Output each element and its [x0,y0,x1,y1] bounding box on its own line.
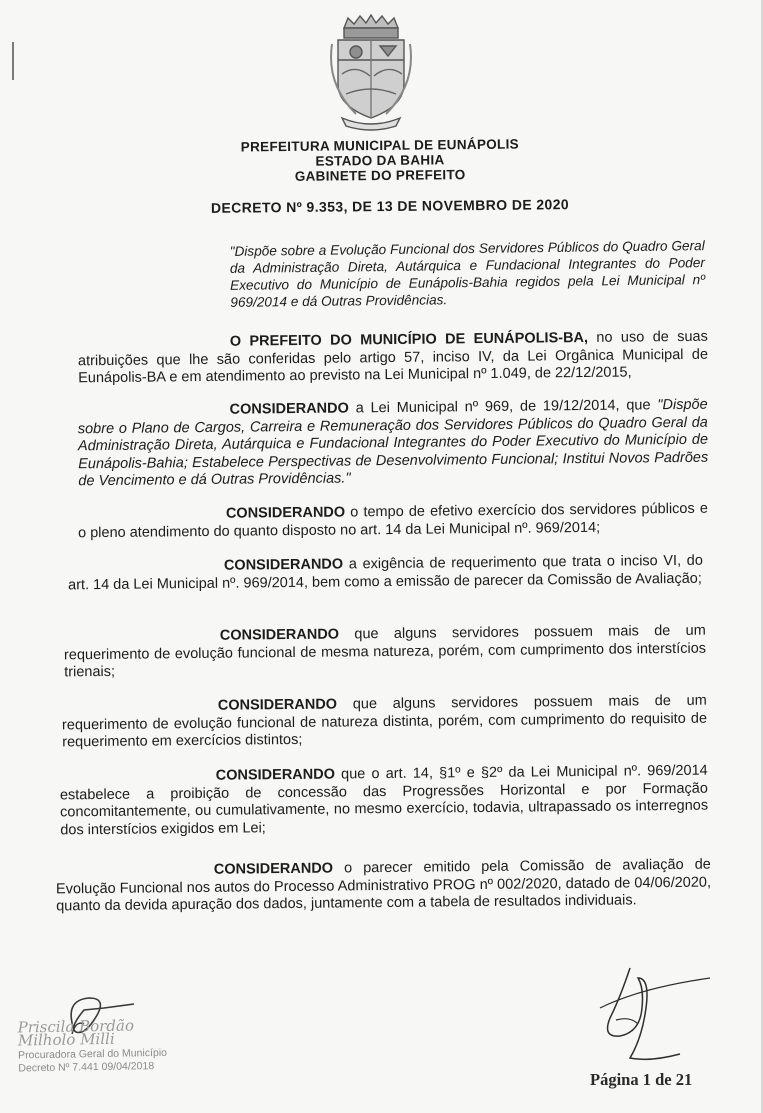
page-prefix: Página [590,1070,639,1089]
considerando-keyword: CONSIDERANDO [225,504,346,522]
considerando-2 [78,501,708,543]
considerando-2-text: o tempo de efetivo exercício dos servidores públicos e o pleno atendimento do quanto disposto no art. 14 da Lei Municipal nº. 969/2014; [78,500,708,541]
considerando-3 [68,553,703,595]
considerando-4 [64,623,707,682]
considerando-keyword: CONSIDERANDO [217,696,338,714]
preamble-paragraph [78,329,709,388]
decree-summary: "Dispõe sobre a Evolução Funcional dos Servidores Públicos do Quadro Geral da Administração Direta, Autárquica e Fundacional Integrantes do Poder Executivo do Município de Eunápolis-Bahia regidos pela Lei Municipal nº 969/2014 e dá Outras Providências. [229,238,706,310]
considerando-1 [78,397,709,491]
page-sep: de [655,1070,672,1089]
attorney-stamp [17,1016,189,1076]
header-municipality: PREFEITURA MUNICIPAL DE EUNÁPOLIS [240,136,519,155]
header-block [200,136,560,185]
considerando-keyword: CONSIDERANDO [219,626,340,644]
preamble-text: no uso de suas atribuições que lhe são conferidas pelo artigo 57, inciso IV, da Lei Orgânica Municipal de Eunápolis-BA e em atendimento ao previsto na Lei Municipal nº 1.049, de 22/12/2015, [77,328,709,387]
margin-mark [12,42,14,80]
considerando-5-text: que alguns servidores possuem mais de um requerimento de evolução funcional de natureza distinta, porém, com cumprimento do requisito de requerimento em exercícios distintos; [61,692,708,751]
decree-title: DECRETO Nº 9.353, DE 13 DE NOVEMBRO DE 2020 [210,196,570,216]
considerando-1-text: a Lei Municipal nº 969, de 19/12/2014, que [348,397,658,417]
preamble-lead: O PREFEITO DO MUNICÍPIO DE EUNÁPOLIS-BA, [229,329,589,350]
signature-right-icon [580,958,720,1068]
considerando-7-text: o parecer emitido pela Comissão de avaliação de Evolução Funcional nos autos do Processo Administrativo PROG nº 002/2020, datado de 04/06/2020, quanto da devida apuração dos dados, juntamente com a tabela de resultados individuais. [55,856,712,915]
stamp-name: Priscila Bordão Milholo Milli [17,1016,135,1050]
considerando-keyword: CONSIDERANDO [229,400,349,418]
considerando-1-quote: "Dispõe sobre o Plano de Cargos, Carreira e Remuneração dos Servidores Públicos do Quadro Geral da Administração Direta, Autárquica e Fundacional Integrantes do Poder Executivo do Município de Eunápolis-Bahia; Estabelece Perspectivas de Desenvolvimento Funcional; Institui Novos Padrões de Vencimento e dá Outras Providências." [77,396,709,490]
considerando-4-text: que alguns servidores possuem mais de um requerimento de evolução funcional de mesma natureza, porém, com cumprimento dos interstícios trienais; [63,622,707,681]
page-total: 21 [675,1070,693,1089]
considerando-6 [60,763,709,840]
header-office: GABINETE DO PREFEITO [294,167,466,184]
considerando-7 [56,857,712,916]
page-number [590,1070,692,1090]
considerando-keyword: CONSIDERANDO [215,766,336,784]
considerando-keyword: CONSIDERANDO [223,556,344,574]
stamp-decree: Decreto Nº 7.441 09/04/2018 [18,1060,155,1075]
header-state: ESTADO DA BAHIA [315,152,445,169]
considerando-5 [62,693,708,752]
stamp-role: Procuradora Geral do Município [18,1046,168,1062]
page-current: 1 [642,1070,651,1089]
municipal-coat-of-arms-icon [326,14,416,132]
considerando-3-text: a exigência de requerimento que trata o inciso VI, do art. 14 da Lei Municipal nº. 969/2014, bem como a emissão de parecer da Comissão de Avaliação; [68,552,703,593]
considerando-keyword: CONSIDERANDO [213,860,334,878]
considerando-6-text: que o art. 14, §1º e §2º da Lei Municipal nº. 969/2014 estabelece a proibição de concessão das Progressões Horizontal e por Formação concomitantemente, ou cumulativamente, no mesmo exercício, todavia, ultrapassado os interregnos dos interstícios exigidos em Lei; [59,762,709,838]
